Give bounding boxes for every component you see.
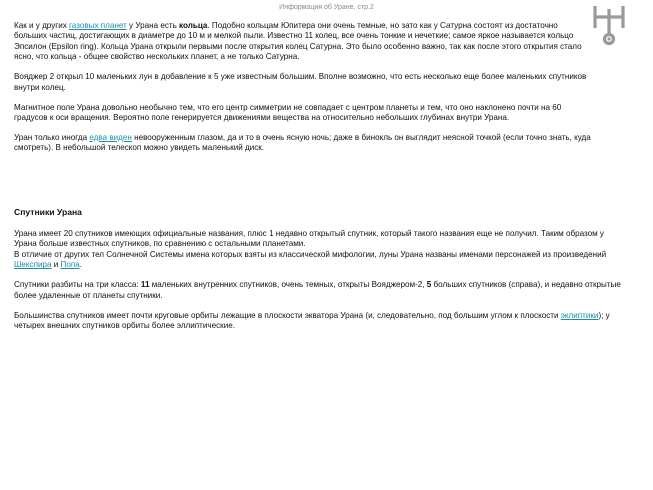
text-fragment: Уран только иногда <box>14 133 90 143</box>
intro-paragraph-voyager: Вояджер 2 открыл 10 маленьких лун в добавление к 5 уже известным большим. Вполне возможно, что есть несколько еще более маленьких спутников внутри колец. <box>14 72 587 92</box>
ecliptic-link[interactable]: эклиптики <box>560 310 599 320</box>
bold-count-large: 5 <box>426 280 432 290</box>
text-fragment: Как и у других <box>14 21 70 30</box>
text-fragment: маленьких внутренних спутников, очень темных, открыты Вояджером-2, <box>149 280 427 290</box>
text-fragment: . Подобно кольцам Юпитера они очень темные, но зато как у Сатурна состоят из достаточно больших частиц, достигающих в диаметре до 10 м и мелкой пыли. Известно 11 колец, все очень тонкие и нечеткие; самое яркое называется кольцо Эпсилон (Epsilon ring). Кольца Урана открыли первыми после открытия колец Сатурна. Это было особенно важно, так как после этого открытия стало ясно, что кольца - общее свойство нескольких планет, а не только Сатурна. <box>14 21 582 62</box>
satellites-paragraph-orbits <box>14 311 624 332</box>
bold-rings: кольца <box>179 21 208 30</box>
pope-link[interactable]: Попа <box>60 260 80 270</box>
intro-paragraph-magnetic: Магнитное поле Урана довольно необычно тем, что его центр симметрии не совпадает с центром планеты и тем, что оно наклонено почти на 60 градусов к оси вращения. Вероятно поле генерируется движениями вещества на относительно небольших глубинах внутри Урана. <box>14 102 562 123</box>
intro-paragraph-rings <box>14 21 592 63</box>
intro-paragraph-visibility <box>14 133 592 154</box>
intro-section <box>14 21 592 163</box>
text-fragment: Спутники разбиты на три класса: <box>14 280 141 290</box>
text-fragment: ); у четырех внешних спутников орбиты более эллиптические. <box>14 310 610 331</box>
text-fragment: у Урана есть <box>126 21 180 30</box>
satellites-heading: Спутники Урана <box>14 207 82 217</box>
satellites-paragraph-names <box>14 229 624 271</box>
gas-planets-link[interactable]: газовых планет <box>69 21 127 30</box>
satellites-paragraph-classes <box>14 280 624 301</box>
text-fragment: Урана имеет 20 спутников имеющих официальные названия, плюс 1 недавно открытый спутник, который такого названия еще не получил. Таким образом у Урана больше известных спутников, по сравнению с остальными планетами. <box>14 229 604 249</box>
text-fragment: больших спутников (справа), и недавно открытые более удаленные от планеты спутники. <box>14 280 621 300</box>
page-header: Информация об Уране, стр.2 <box>279 4 374 11</box>
text-fragment: Большинства спутников имеет почти круговые орбиты лежащие в плоскости экватора Урана (и, следовательно, под большим углом к плоскости <box>14 310 561 320</box>
text-fragment: В отличие от других тел Солнечной Системы имена которых взяты из классической мифологии, луны Урана названы именами персонажей из произведений <box>14 249 607 259</box>
text-fragment: невооруженным глазом, да и то в очень ясную ночь; даже в бинокль он выглядит неясной точкой (если точно знать, куда смотреть). В небольшой телескоп можно увидеть маленький диск. <box>14 133 591 153</box>
uranus-symbol-icon <box>592 4 626 46</box>
satellites-section <box>14 229 624 341</box>
text-fragment: и <box>51 260 61 270</box>
shakespeare-link[interactable]: Шекспира <box>14 260 52 270</box>
bold-count-small: 11 <box>140 280 150 290</box>
text-fragment: . <box>79 260 82 270</box>
barely-visible-link[interactable]: едва виден <box>89 133 132 143</box>
